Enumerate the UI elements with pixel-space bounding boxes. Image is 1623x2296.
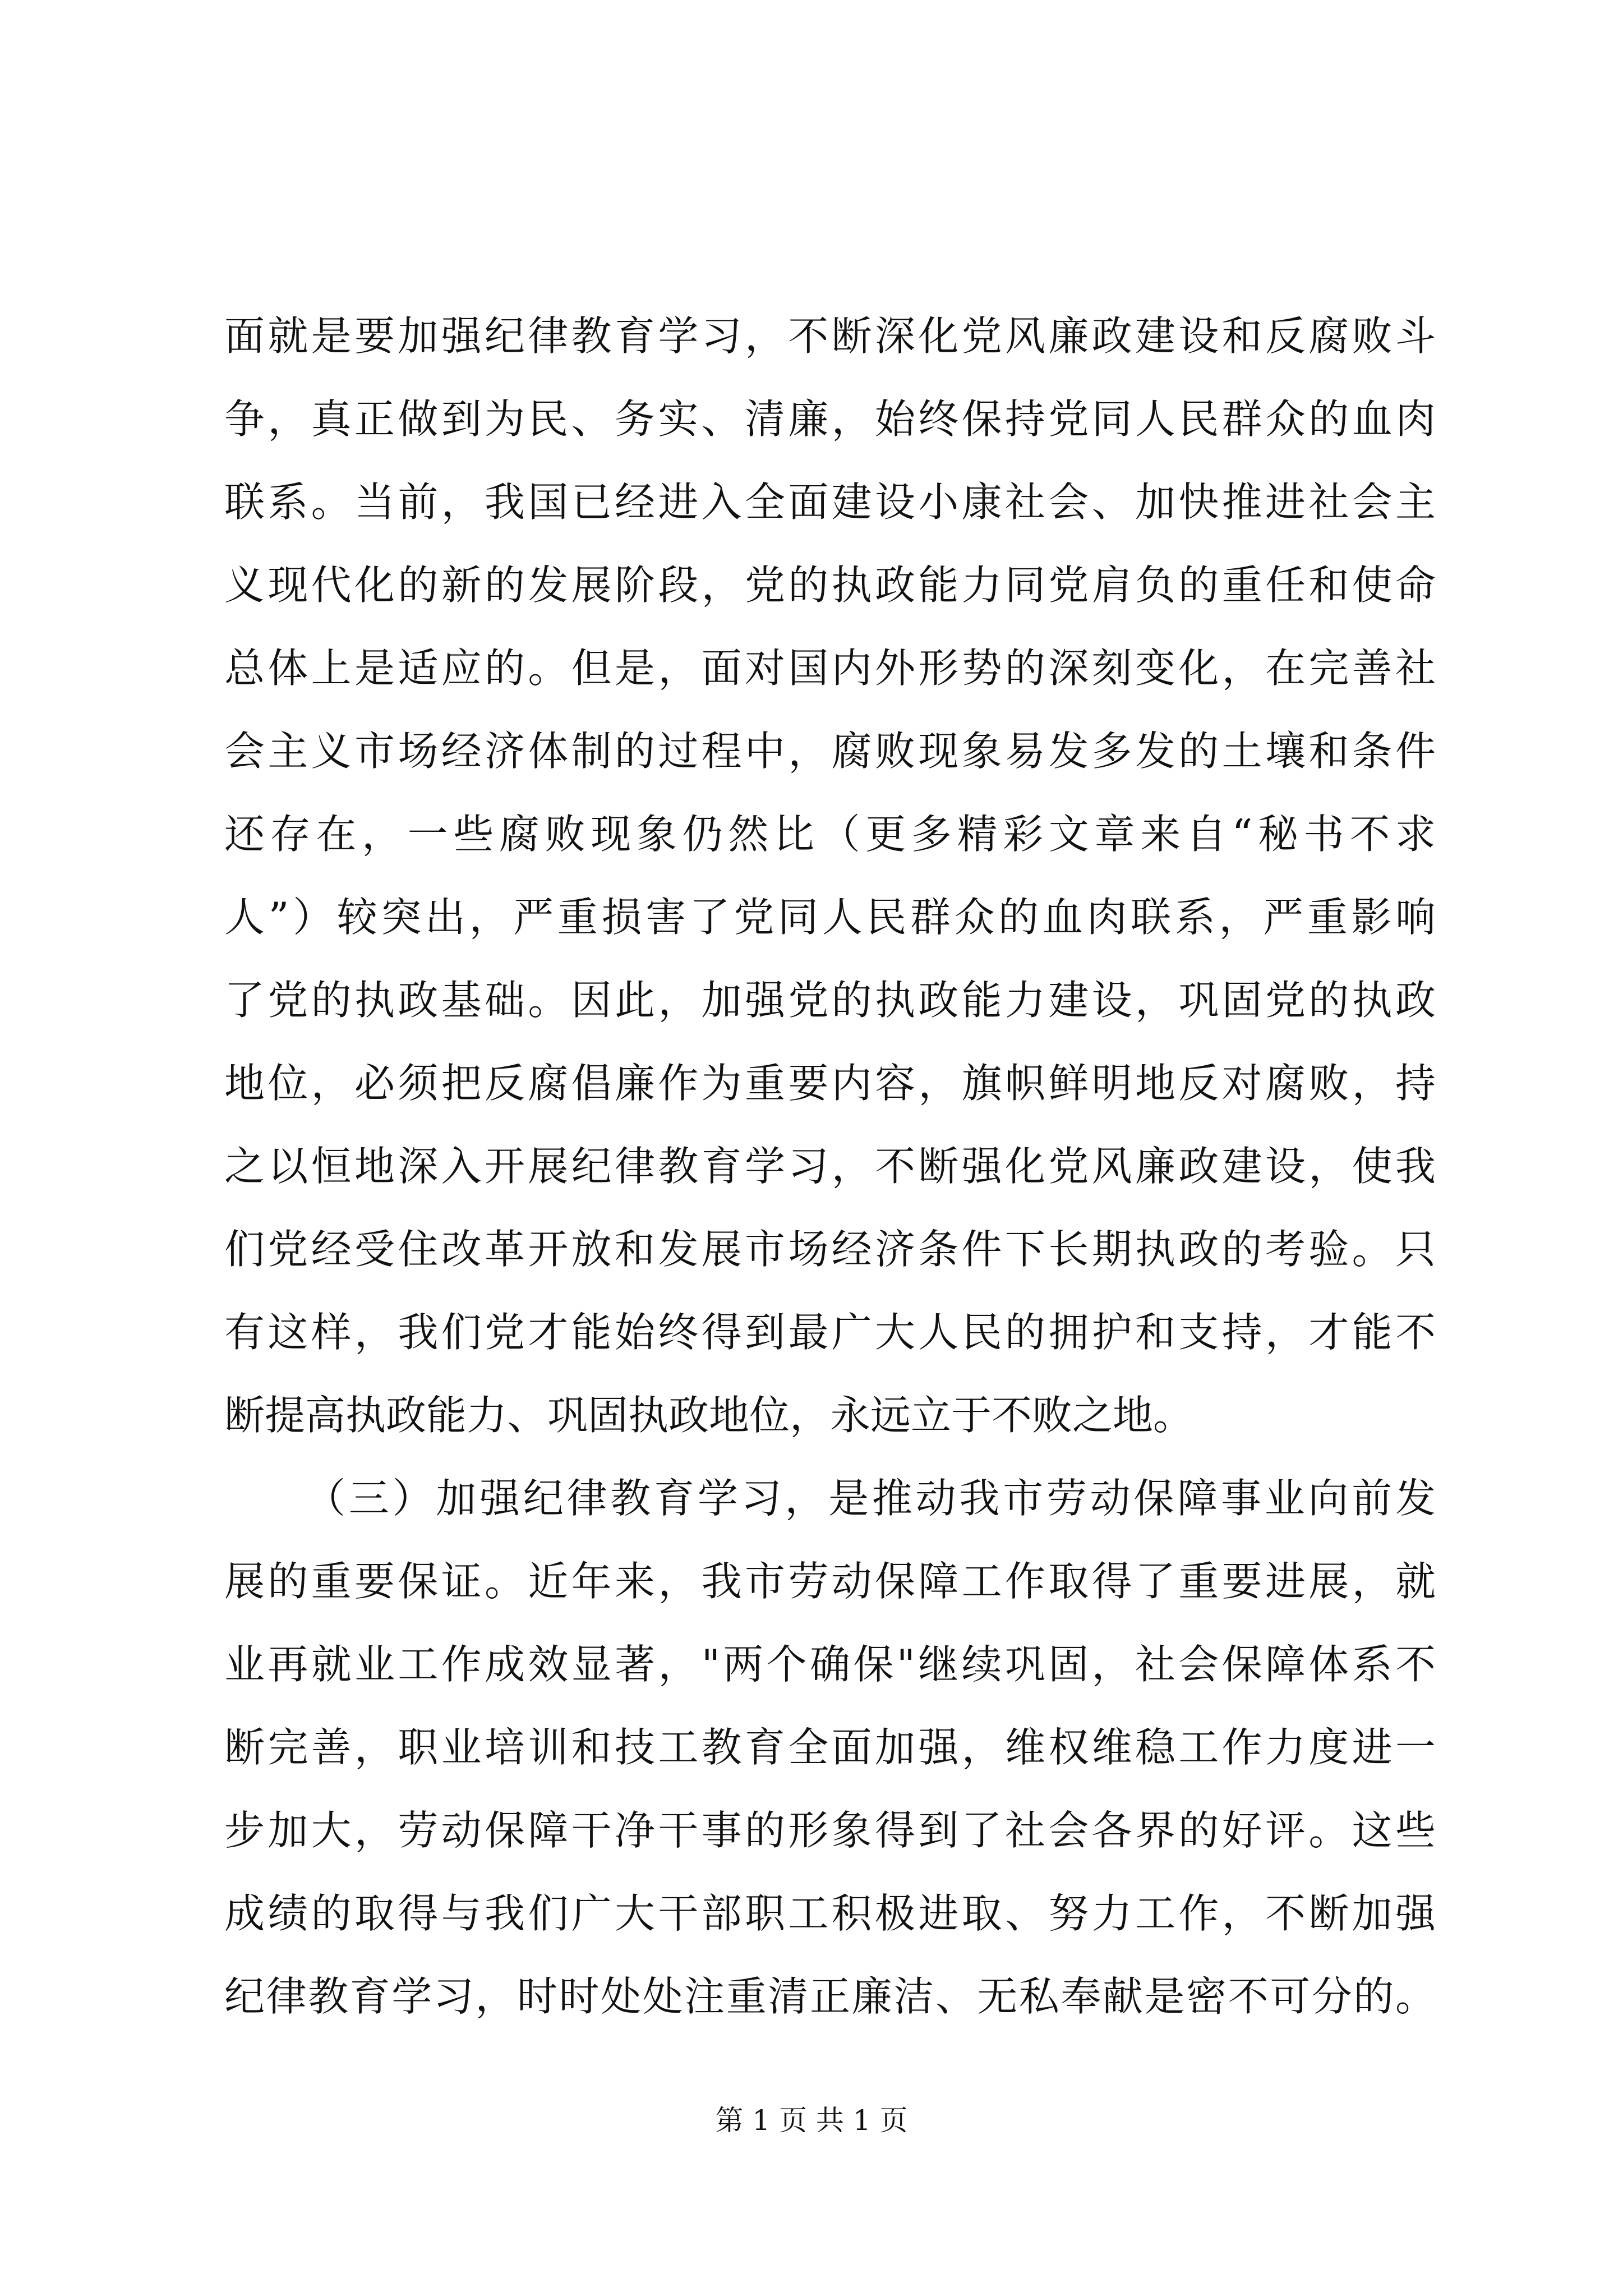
- body-text: [224, 295, 1436, 2038]
- paragraph-1: [224, 295, 1436, 1457]
- text-line: 还存在，一些腐败现象仍然比（更多精彩文章来自“秘书不求: [224, 811, 1436, 858]
- paragraph-2: [224, 1457, 1436, 2038]
- text-line: 有这样，我们党才能始终得到最广大人民的拥护和支持，才能不: [224, 1309, 1436, 1356]
- text-line: 义现代化的新的发展阶段，党的执政能力同党肩负的重任和使命: [224, 562, 1436, 609]
- text-line: 了党的执政基础。因此，加强党的执政能力建设，巩固党的执政: [224, 977, 1436, 1024]
- text-line: 步加大，劳动保障干净干事的形象得到了社会各界的好评。这些: [224, 1807, 1436, 1854]
- text-line: 断完善，职业培训和技工教育全面加强，维权维稳工作力度进一: [224, 1724, 1436, 1771]
- text-line: （三）加强纪律教育学习，是推动我市劳动保障事业向前发: [305, 1475, 1436, 1522]
- text-line: 人”）较突出，严重损害了党同人民群众的血肉联系，严重影响: [224, 894, 1436, 941]
- text-line: 面就是要加强纪律教育学习，不断深化党风廉政建设和反腐败斗: [224, 312, 1436, 360]
- page-number-footer: 第 1 页 共 1 页: [715, 2104, 908, 2137]
- text-line: 会主义市场经济体制的过程中，腐败现象易发多发的土壤和条件: [224, 728, 1436, 775]
- text-line: 纪律教育学习，时时处处注重清正廉洁、无私奉献是密不可分的。: [224, 1973, 1436, 2020]
- text-line: 地位，必须把反腐倡廉作为重要内容，旗帜鲜明地反对腐败，持: [224, 1060, 1436, 1107]
- text-line: 联系。当前，我国已经进入全面建设小康社会、加快推进社会主: [224, 478, 1436, 526]
- text-line: 争，真正做到为民、务实、清廉，始终保持党同人民群众的血肉: [224, 395, 1436, 443]
- text-line: 总体上是适应的。但是，面对国内外形势的深刻变化，在完善社: [224, 645, 1436, 692]
- text-line: 之以恒地深入开展纪律教育学习，不断强化党风廉政建设，使我: [224, 1143, 1436, 1190]
- text-line: 断提高执政能力、巩固执政地位，永远立于不败之地。: [224, 1392, 1194, 1439]
- text-line: 们党经受住改革开放和发展市场经济条件下长期执政的考验。只: [224, 1226, 1436, 1273]
- text-line: 成绩的取得与我们广大干部职工积极进取、努力工作，不断加强: [224, 1890, 1436, 1937]
- text-line: 业再就业工作成效显著，"两个确保"继续巩固，社会保障体系不: [224, 1641, 1436, 1688]
- text-line: 展的重要保证。近年来，我市劳动保障工作取得了重要进展，就: [224, 1558, 1436, 1605]
